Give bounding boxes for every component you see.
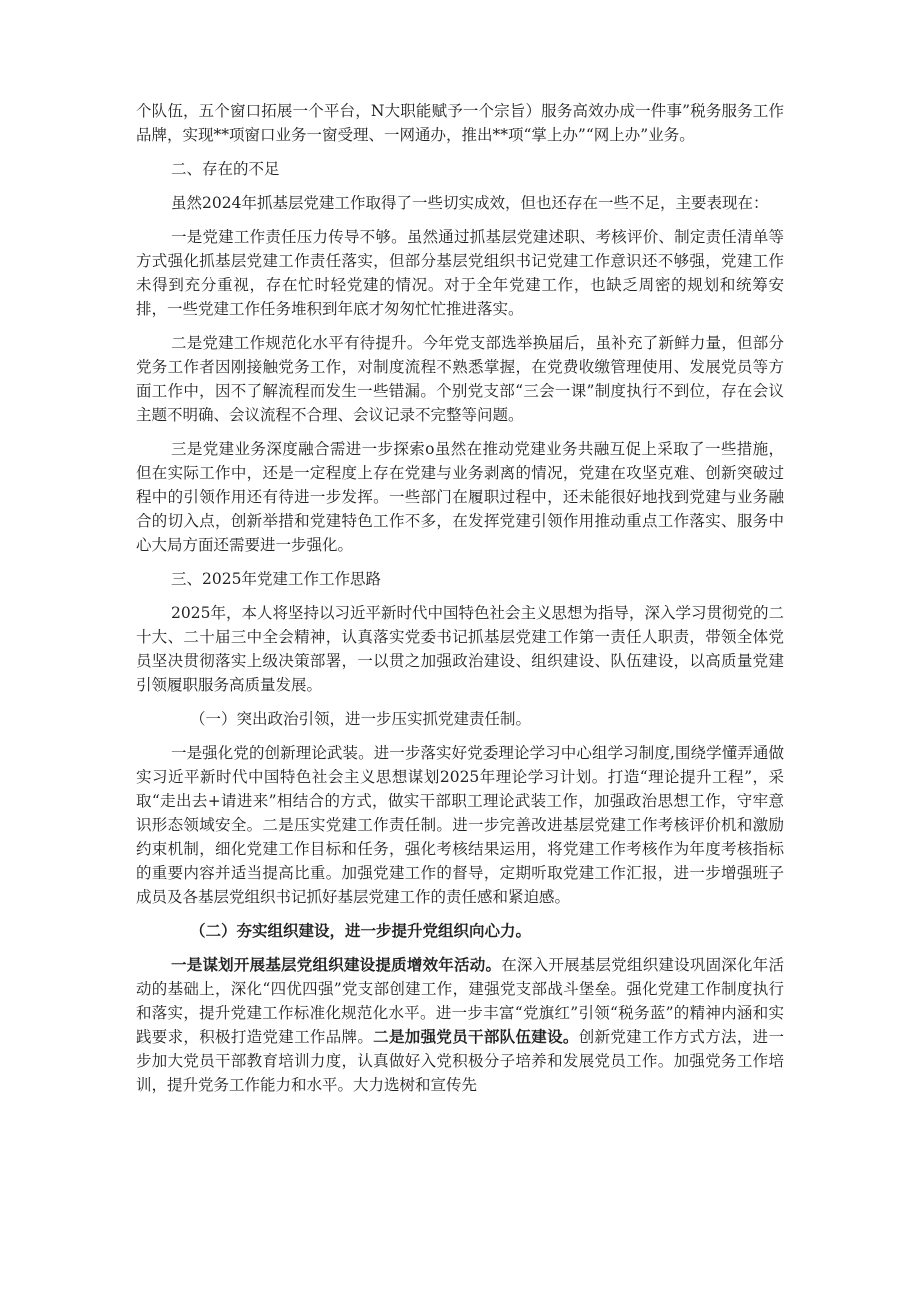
- paragraph-point-2: 二是党建工作规范化水平有待提升。今年党支部选举换届后，虽补充了新鲜力量，但部分党务工作者因刚接触党务工作，对制度流程不熟悉掌握，在党费收缴管理使用、发展党员等方面工作中，因不了解流程而发生一些错漏。个别党支部“三会一课”制度执行不到位，存在会议主题不明确、会议流程不合理、会议记录不完整等问题。: [136, 334, 784, 424]
- subsection-heading-2: （二）夯实组织建设，进一步提升党组织向心力。: [190, 921, 532, 940]
- paragraph-intro-continued: 个队伍，五个窗口拓展一个平台，N大职能赋予一个宗旨）服务高效办成一件事”税务服务工作品牌，实现**项窗口业务一窗受理、一网通办，推出**项“掌上办”“网上办”业务。: [136, 102, 784, 144]
- lead-sentence-1: 一是谋划开展基层党组织建设提质增效年活动。: [171, 955, 502, 974]
- lead-sentence-2: 二是加强党员干部队伍建设。: [373, 1027, 579, 1046]
- paragraph-ideas-intro: 2025年，本人将坚持以习近平新时代中国特色社会主义思想为指导，深入学习贯彻党的二十大、二十届三中全会精神，认真落实党委书记抓基层党建工作第一责任人职责，带领全体党员坚决贯彻落实上级决策部署，一以贯之加强政治建设、组织建设、队伍建设，以高质量党建引领履职服务高质量发展。: [136, 604, 784, 694]
- body-text-2: 创新党建工作方式方法，进一步加大党员干部教育培训力度，认真做好入党积极分子培养和发展党员工作。加强党务工作培训，提升党务工作能力和水平。大力选树和宣传先: [136, 1028, 784, 1094]
- paragraph-subsection-1: 一是强化党的创新理论武装。进一步落实好党委理论学习中心组学习制度,围绕学懂弄通做实习近平新时代中国特色社会主义思想谋划2025年理论学习计划。打造“理论提升工程”，采取“走出去+请进来”相结合的方式，做实干部职工理论武装工作，加强政治思想工作，守牢意识形态领域安全。二是压实党建工作责任制。进一步完善改进基层党建工作考核评价机和激励约束机制，细化党建工作目标和任务，强化考核结果运用，将党建工作考核作为年度考核指标的重要内容并适当提高比重。加强党建工作的督导，定期听取党建工作汇报，进一步增强班子成员及各基层党组织书记抓好基层党建工作的责任感和紧迫感。: [136, 744, 784, 906]
- section-heading-ideas: 三、2025年党建工作工作思路: [171, 570, 381, 588]
- paragraph-subsection-2: [136, 953, 784, 1097]
- body-text-1: 在深入开展基层党组织建设巩固深化年活动的基础上，深化“四优四强”党支部创建工作，建强党支部战斗堡垒。强化党建工作制度执行和落实，提升党建工作标准化规范化水平。进一步丰富“党旗红”引领“税务蓝”的精神内涵和实践要求，积极打造党建工作品牌。: [136, 956, 784, 1046]
- subsection-heading-1: （一）突出政治引领，进一步压实抓党建责任制。: [190, 710, 532, 728]
- paragraph-shortcomings-intro: 虽然2024年抓基层党建工作取得了一些切实成效，但也还存在一些不足，主要表现在：: [171, 194, 769, 212]
- paragraph-point-1: 一是党建工作责任压力传导不够。虽然通过抓基层党建述职、考核评价、制定责任清单等方式强化抓基层党建工作责任落实，但部分基层党组织书记党建工作意识还不够强，党建工作未得到充分重视，存在忙时轻党建的情况。对于全年党建工作，也缺乏周密的规划和统筹安排，一些党建工作任务堆积到年底才匆匆忙忙推进落实。: [136, 228, 784, 318]
- document-page: [136, 99, 784, 1107]
- paragraph-point-3: 三是党建业务深度融合需进一步探索o虽然在推动党建业务共融互促上采取了一些措施，但在实际工作中，还是一定程度上存在党建与业务剥离的情况，党建在攻坚克难、创新突破过程中的引领作用还有待进一步发挥。一些部门在履职过程中，还未能很好地找到党建与业务融合的切入点，创新举措和党建特色工作不多，在发挥党建引领作用推动重点工作落实、服务中心大局方面还需要进一步强化。: [136, 440, 784, 554]
- section-heading-shortcomings: 二、存在的不足: [171, 160, 280, 178]
